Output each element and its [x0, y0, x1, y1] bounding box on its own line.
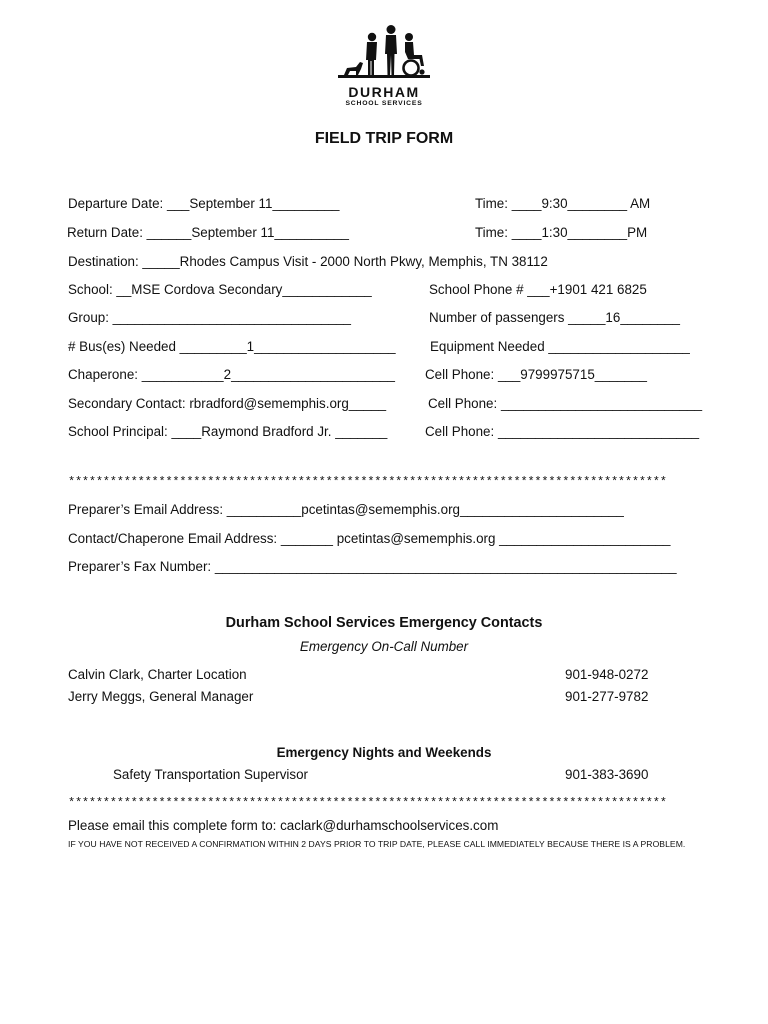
- form-title: FIELD TRIP FORM: [314, 130, 454, 147]
- school-phone-field: School Phone # ___+1901 421 6825: [429, 282, 647, 297]
- separator-line-bottom: **************************************************************************************: [68, 796, 667, 810]
- logo-name: DURHAM: [348, 84, 420, 100]
- confirmation-warning: IF YOU HAVE NOT RECEIVED A CONFIRMATION WITHIN 2 DAYS PRIOR TO TRIP DATE, PLEASE CALL IMMEDIATELY BECAUSE THERE IS A PROBLEM.: [68, 839, 686, 849]
- secondary-contact-field: Secondary Contact: rbradford@sememphis.org_____: [68, 396, 387, 411]
- passengers-field: Number of passengers _____16________: [429, 310, 680, 325]
- chaperone-field: Chaperone: ___________2______________________: [68, 367, 395, 382]
- school-field: School: __MSE Cordova Secondary____________: [68, 282, 372, 297]
- contact-email-field: Contact/Chaperone Email Address: _______ pcetintas@sememphis.org _______________________: [68, 531, 671, 546]
- email-instruction: Please email this complete form to: caclark@durhamschoolservices.com: [68, 818, 499, 833]
- nights-contact-name: Safety Transportation Supervisor: [113, 767, 309, 782]
- nights-weekends-heading: Emergency Nights and Weekends: [276, 745, 492, 760]
- return-time-field: Time: ____1:30________PM: [475, 225, 648, 240]
- preparer-email-field: Preparer’s Email Address: __________pcetintas@sememphis.org______________________: [68, 502, 624, 517]
- destination-field: Destination: _____Rhodes Campus Visit - 2000 North Pkwy, Memphis, TN 38112: [68, 254, 548, 269]
- contact-phone: 901-948-0272: [565, 667, 649, 682]
- group-field: Group: ________________________________: [68, 310, 351, 325]
- buses-field: # Bus(es) Needed _________1___________________: [68, 339, 396, 354]
- departure-date-field: Departure Date: ___September 11_________: [68, 196, 340, 211]
- contact-phone: 901-277-9782: [565, 689, 649, 704]
- principal-field: School Principal: ____Raymond Bradford Jr. _______: [68, 424, 388, 439]
- contact-name: Jerry Meggs, General Manager: [68, 689, 254, 704]
- return-date-field: Return Date: ______September 11__________: [67, 225, 349, 240]
- preparer-fax-field: Preparer’s Fax Number: ______________________________________________________________: [68, 559, 677, 574]
- durham-logo: [336, 24, 432, 110]
- logo-tagline: SCHOOL SERVICES: [345, 100, 423, 107]
- emergency-subheading: Emergency On-Call Number: [299, 639, 469, 654]
- contact-name: Calvin Clark, Charter Location: [68, 667, 247, 682]
- emergency-heading: Durham School Services Emergency Contacts: [225, 615, 543, 631]
- equipment-field: Equipment Needed ___________________: [430, 339, 690, 354]
- departure-time-field: Time: ____9:30________ AM: [475, 196, 651, 211]
- people-silhouette-icon: [336, 24, 432, 82]
- principal-cell-field: Cell Phone: ___________________________: [425, 424, 700, 439]
- secondary-cell-field: Cell Phone: ___________________________: [428, 396, 703, 411]
- chaperone-cell-field: Cell Phone: ___9799975715_______: [425, 367, 647, 382]
- nights-contact-phone: 901-383-3690: [565, 767, 649, 782]
- separator-line: **************************************************************************************: [68, 475, 667, 489]
